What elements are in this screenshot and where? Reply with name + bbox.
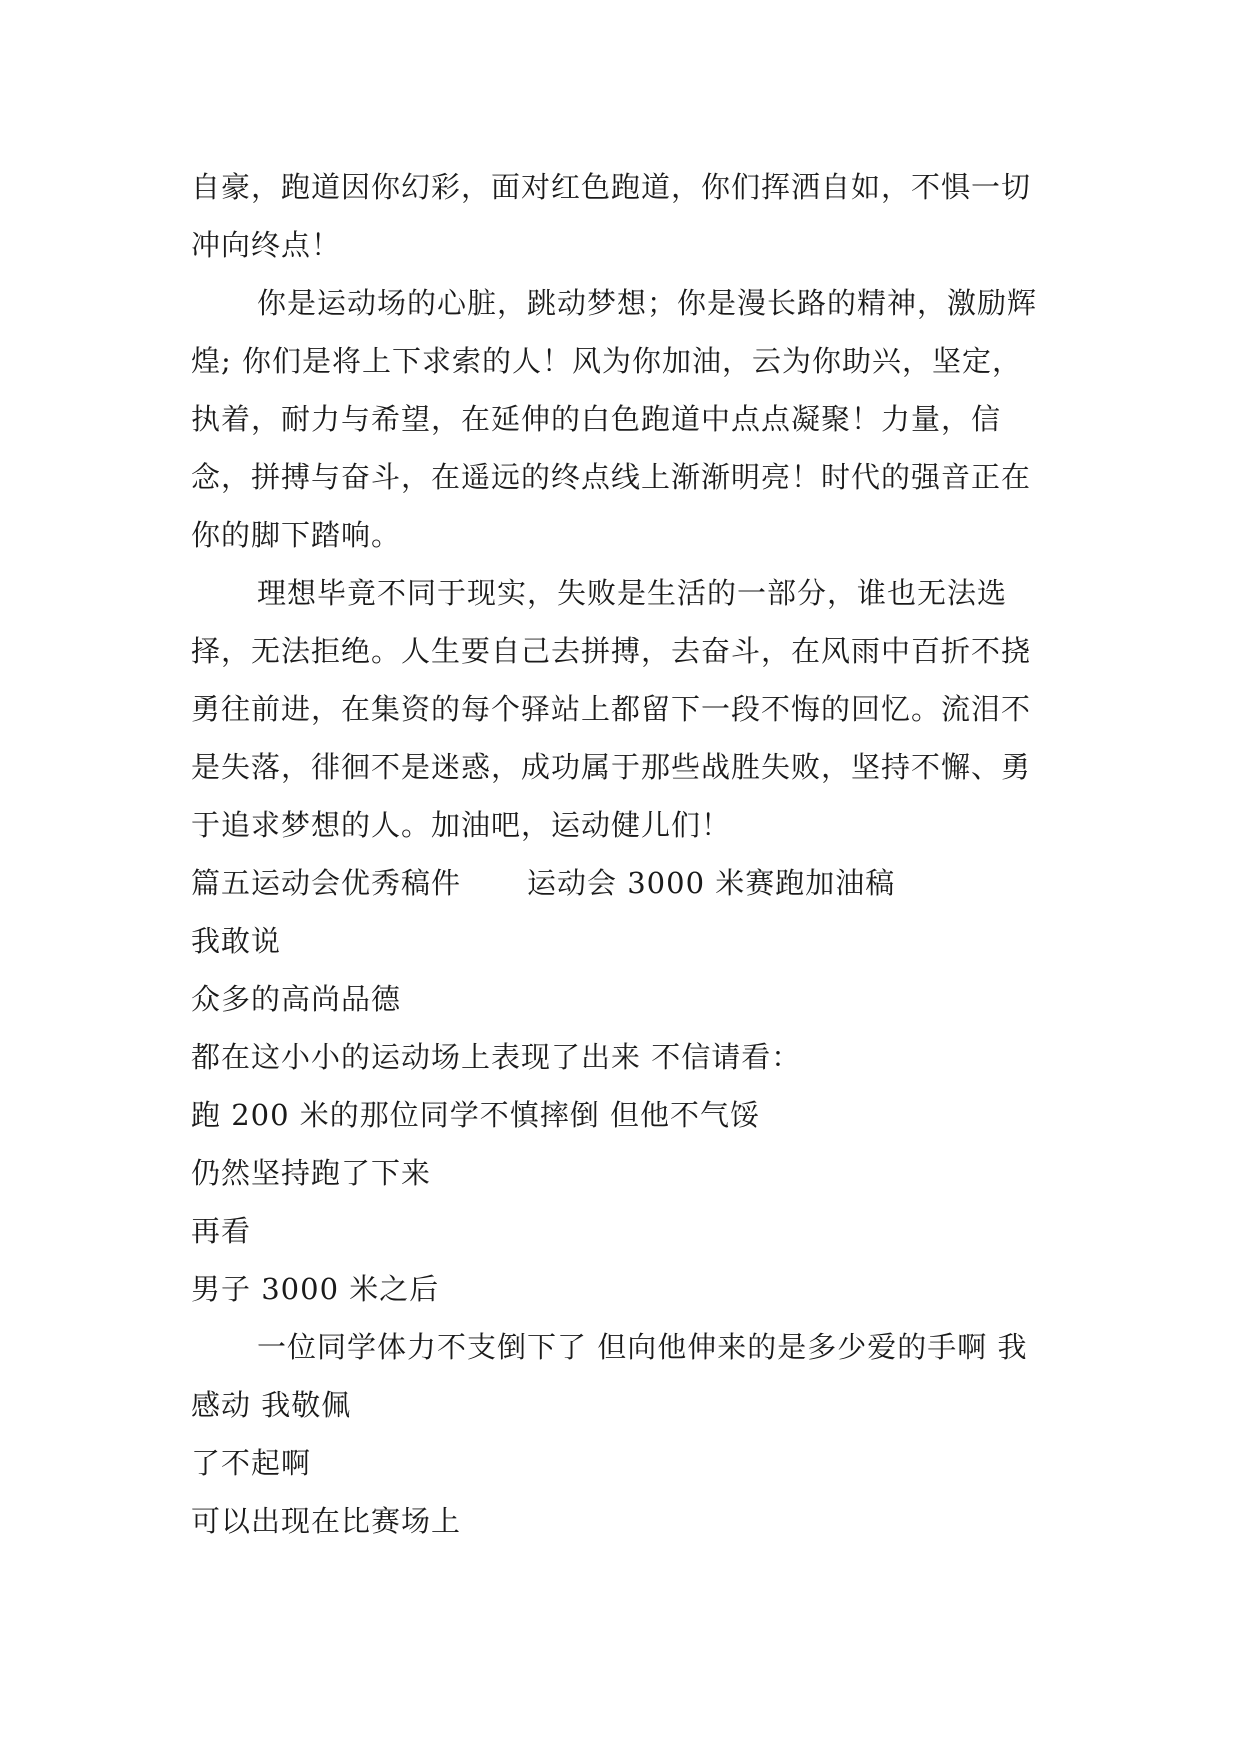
paragraph-heart-of-field: 你是运动场的心脏，跳动梦想；你是漫长路的精神，激励辉煌; 你们是将上下求索的人！风为你加油，云为你助兴，坚定，执着，耐力与希望，在延伸的白色跑道中点点凝聚！力量，信念，拼搏与奋斗，在遥远的终点线上渐渐明亮！时代的强音正在你的脚下踏响。: [191, 286, 1038, 552]
poem-line: 仍然坚持跑了下来: [191, 1156, 432, 1190]
section-heading-right: 运动会 3000 米赛跑加油稿: [527, 866, 896, 900]
poem-line: 跑 200 米的那位同学不慎摔倒 但他不气馁: [191, 1098, 761, 1132]
poem-line: 我敢说: [191, 924, 282, 958]
poem-line: 可以出现在比赛场上: [191, 1504, 462, 1538]
poem-long-line: 一位同学体力不支倒下了 但向他伸来的是多少爱的手啊 我感动 我敬佩: [191, 1330, 1028, 1422]
poem-line: 了不起啊: [191, 1446, 312, 1480]
document-body: [191, 158, 1051, 1550]
poem-line: 男子 3000 米之后: [191, 1272, 440, 1306]
section-heading-left: 篇五运动会优秀稿件: [191, 866, 462, 900]
section-heading: [191, 854, 1051, 912]
paragraph-ideals: 理想毕竟不同于现实，失败是生活的一部分，谁也无法选择，无法拒绝。人生要自己去拼搏，去奋斗，在风雨中百折不挠勇往前进，在集资的每个驿站上都留下一段不悔的回忆。流泪不是失落，徘徊不是迷惑，成功属于那些战胜失败，坚持不懈、勇于追求梦想的人。加油吧，运动健儿们！: [191, 576, 1032, 842]
poem-line: 再看: [191, 1214, 252, 1248]
poem-line: 众多的高尚品德: [191, 982, 402, 1016]
paragraph-continued: 自豪，跑道因你幻彩，面对红色跑道，你们挥洒自如，不惧一切冲向终点！: [191, 170, 1032, 262]
poem-line: 都在这小小的运动场上表现了出来 不信请看：: [191, 1040, 802, 1074]
